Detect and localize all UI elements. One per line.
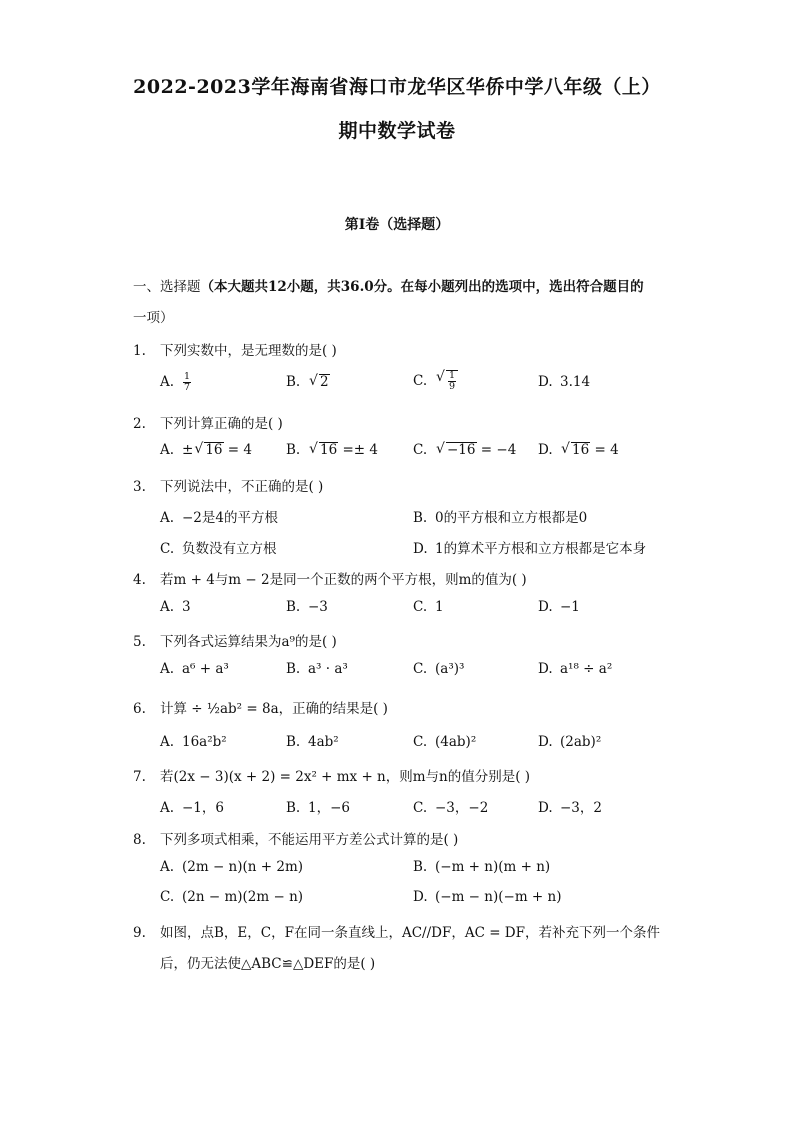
option-value: √ 2: [309, 374, 330, 390]
option-label: C.: [413, 373, 428, 389]
option-value: 负数没有立方根: [182, 541, 277, 557]
q2-option-a[interactable]: [160, 442, 252, 458]
q8-option-b[interactable]: [413, 859, 550, 875]
option-value: (a³)³: [435, 661, 465, 677]
option-label: C.: [160, 889, 175, 905]
option-label: D.: [413, 541, 428, 557]
option-label: A.: [160, 859, 175, 875]
option-label: D.: [538, 734, 553, 750]
option-label: C.: [160, 541, 175, 557]
option-value: a¹⁸ ÷ a²: [560, 661, 613, 677]
option-label: D.: [538, 599, 553, 615]
question-stem: 下列计算正确的是( ): [160, 416, 283, 432]
part-heading: [133, 275, 644, 295]
option-label: D.: [413, 889, 428, 905]
question-stem: 若(2x − 3)(x + 2) = 2x² + mx + n，则m与n的值分别是( ): [160, 769, 531, 785]
option-value: (2n − m)(2m − n): [182, 889, 304, 905]
section-title: 第I卷（选择题）: [344, 217, 450, 233]
q3-option-c[interactable]: [160, 537, 277, 557]
q5-option-d[interactable]: [538, 661, 612, 677]
question-number: 2.: [133, 416, 146, 432]
q4-option-a[interactable]: [160, 599, 191, 615]
option-label: A.: [160, 661, 175, 677]
question-number: 1.: [133, 343, 146, 359]
q8-option-d[interactable]: [413, 889, 561, 905]
question-2: [133, 412, 283, 432]
option-value: 4ab²: [308, 734, 339, 750]
option-label: A.: [160, 442, 175, 458]
q3-option-b[interactable]: [413, 506, 587, 526]
option-label: C.: [413, 599, 428, 615]
option-value: (2ab)²: [560, 734, 602, 750]
q3-option-d[interactable]: [413, 537, 646, 557]
question-stem: 下列说法中，不正确的是( ): [160, 479, 324, 495]
question-stem: 下列多项式相乘，不能运用平方差公式计算的是( ): [160, 832, 459, 848]
q2-option-d[interactable]: [538, 442, 619, 458]
option-value: a⁶ + a³: [182, 661, 229, 677]
option-label: A.: [160, 374, 175, 390]
question-7: [133, 765, 530, 785]
q7-option-a[interactable]: [160, 796, 224, 816]
q6-option-d[interactable]: [538, 734, 601, 750]
exam-title-line1: 2022-2023学年海南省海口市龙华区华侨中学八年级（上）: [133, 76, 661, 98]
question-stem: 下列各式运算结果为a⁹的是( ): [160, 634, 337, 650]
option-value: ±√ 16 = 4: [182, 442, 252, 458]
option-label: B.: [286, 599, 301, 615]
question-number: 3.: [133, 479, 146, 495]
q4-option-c[interactable]: [413, 599, 444, 615]
question-9: [133, 921, 660, 941]
q6-option-c[interactable]: [413, 734, 476, 750]
question-1: [133, 339, 337, 359]
q3-option-a[interactable]: [160, 506, 278, 526]
question-8: [133, 828, 458, 848]
option-label: B.: [286, 734, 301, 750]
q1-option-a[interactable]: [160, 372, 192, 393]
question-6: [133, 697, 388, 717]
option-value: −3，−2: [435, 800, 489, 816]
question-5: [133, 630, 337, 650]
option-label: A.: [160, 734, 175, 750]
option-label: C.: [413, 800, 428, 816]
q1-option-c[interactable]: [413, 370, 458, 392]
option-label: C.: [413, 661, 428, 677]
option-value: 16a²b²: [182, 734, 227, 750]
option-label: C.: [413, 442, 428, 458]
option-value: √ −16 = −4: [435, 442, 516, 458]
q1-option-d[interactable]: [538, 374, 590, 390]
option-value: √ 16 = 4: [560, 442, 619, 458]
q2-option-c[interactable]: [413, 442, 516, 458]
option-label: A.: [160, 800, 175, 816]
option-label: B.: [286, 374, 301, 390]
question-number: 8.: [133, 832, 146, 848]
option-value: √ $\frac{1}{9}$: [436, 370, 458, 392]
part-heading-label: 一、选择题: [133, 279, 201, 295]
option-value: 3: [182, 599, 191, 615]
question-3: [133, 475, 323, 495]
option-label: B.: [286, 661, 301, 677]
option-label: B.: [286, 800, 301, 816]
question-stem: 计算 ÷ ½ab² = 8a，正确的结果是( ): [160, 701, 388, 717]
q8-option-c[interactable]: [160, 889, 303, 905]
part-heading-cont: 一项）: [133, 310, 174, 326]
question-number: 5.: [133, 634, 146, 650]
q7-option-b[interactable]: [286, 796, 350, 816]
question-number: 7.: [133, 769, 146, 785]
question-stem: 若m + 4与m − 2是同一个正数的两个平方根，则m的值为( ): [160, 572, 527, 588]
option-value: 1，−6: [308, 800, 350, 816]
q2-option-b[interactable]: [286, 442, 378, 458]
option-value: (2m − n)(n + 2m): [182, 859, 304, 875]
q6-option-b[interactable]: [286, 734, 339, 750]
option-value: (−m + n)(m + n): [435, 859, 551, 875]
option-value: −1，6: [182, 800, 224, 816]
question-number: 4.: [133, 572, 146, 588]
q4-option-b[interactable]: [286, 599, 328, 615]
option-value: (4ab)²: [435, 734, 477, 750]
part-heading-note: （本大题共12小题，共36.0分。在每小题列出的选项中，选出符合题目的: [200, 279, 644, 295]
option-label: D.: [538, 661, 553, 677]
option-label: D.: [538, 800, 553, 816]
question-9-cont: 后，仍无法使△ABC≌△DEF的是( ): [160, 956, 376, 972]
exam-title-line2: 期中数学试卷: [338, 120, 456, 142]
option-label: B.: [413, 510, 428, 526]
option-label: D.: [538, 374, 553, 390]
option-label: A.: [160, 510, 175, 526]
question-stem: 下列实数中，是无理数的是( ): [160, 343, 337, 359]
option-value: 1: [435, 599, 444, 615]
option-value: −3，2: [560, 800, 602, 816]
question-number: 6.: [133, 701, 146, 717]
option-label: B.: [413, 859, 428, 875]
q6-option-a[interactable]: [160, 734, 227, 750]
option-label: D.: [538, 442, 553, 458]
q4-option-d[interactable]: [538, 599, 580, 615]
option-value: −2是4的平方根: [182, 510, 278, 526]
option-value: √ 16 =± 4: [308, 442, 378, 458]
option-value: 1的算术平方根和立方根都是它本身: [435, 541, 647, 557]
q7-option-c[interactable]: [413, 796, 488, 816]
option-value: 0的平方根和立方根都是0: [435, 510, 588, 526]
q1-option-b[interactable]: [286, 374, 330, 390]
option-label: C.: [413, 734, 428, 750]
option-label: B.: [286, 442, 301, 458]
option-value: 3.14: [560, 374, 591, 390]
option-value: (−m − n)(−m + n): [435, 889, 562, 905]
question-stem: 如图，点B，E，C，F在同一条直线上，AC//DF，AC = DF，若补充下列一个条件: [160, 925, 661, 941]
q5-option-a[interactable]: [160, 661, 229, 677]
option-value: −1: [560, 599, 580, 615]
option-value: $\frac{1}{7}$: [184, 371, 191, 393]
q8-option-a[interactable]: [160, 859, 303, 875]
q7-option-d[interactable]: [538, 796, 602, 816]
option-label: A.: [160, 599, 175, 615]
question-number: 9.: [133, 925, 146, 941]
q5-option-b[interactable]: [286, 661, 348, 677]
question-4: [133, 568, 527, 588]
option-value: −3: [308, 599, 328, 615]
q5-option-c[interactable]: [413, 661, 464, 677]
option-value: a³ · a³: [308, 661, 348, 677]
